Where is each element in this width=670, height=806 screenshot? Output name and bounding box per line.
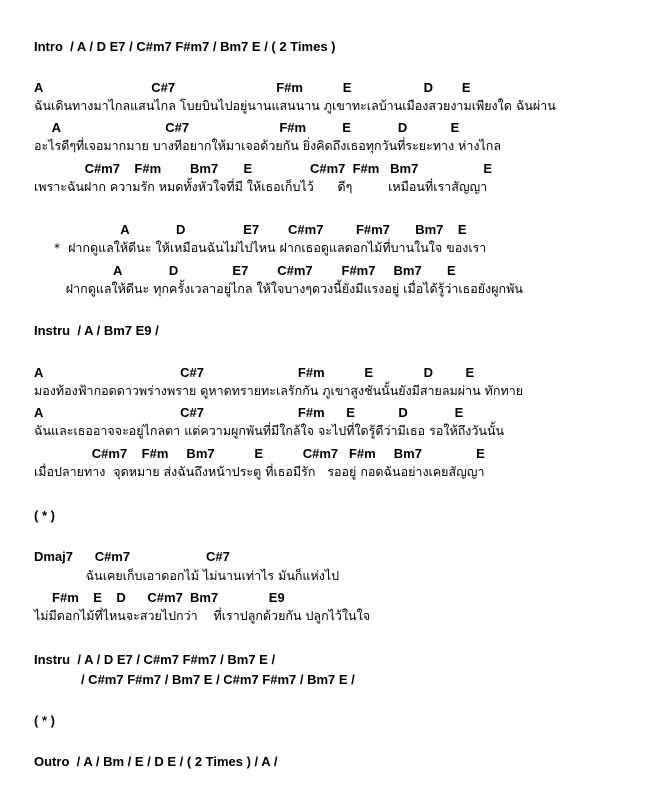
lyric-line-bridge-2: ไม่มีดอกไม้ที่ไหนจะสวยไปกว่า ที่เราปลูกด้วยกัน ปลูกไว้ในใจ: [34, 608, 371, 623]
chord-line-bridge-1: Dmaj7 C#m7 C#7: [34, 549, 230, 564]
chorus-repeat-mark-1: ( * ): [34, 508, 55, 523]
lyric-line-chorus-1: * ฝากดูแลให้ดีนะ ให้เหมือนฉันไม่ไปไหน ฝากเธอดูแลดอกไม้ที่บานในใจ ของเรา: [34, 240, 487, 255]
intro-line: Intro / A / D E7 / C#m7 F#m7 / Bm7 E / ( 2 Times ): [34, 39, 336, 54]
lyric-line-verse2-3: เมื่อปลายทาง จุดหมาย ส่งฉันถึงหน้าประตู ที่เธอมีรัก รออยู่ กอดฉันอย่างเคยสัญญา: [34, 464, 485, 479]
instru-line-2: Instru / A / D E7 / C#m7 F#m7 / Bm7 E /: [34, 652, 276, 667]
chord-line-verse1-3: C#m7 F#m Bm7 E C#m7 F#m Bm7 E: [34, 161, 493, 176]
lyric-line-bridge-1: ฉันเคยเก็บเอาดอกไม้ ไม่นานเท่าไร มันก็แห่งไป: [34, 568, 340, 583]
chord-line-chorus-1: A D E7 C#m7 F#m7 Bm7 E: [34, 222, 467, 237]
chord-line-verse1-2: A C#7 F#m E D E: [34, 120, 460, 135]
instru-line-1: Instru / A / Bm7 E9 /: [34, 323, 159, 338]
outro-line: Outro / A / Bm / E / D E / ( 2 Times ) / A /: [34, 754, 278, 769]
lyric-line-chorus-2: ฝากดูแลให้ดีนะ ทุกครั้งเวลาอยู่ไกล ให้ใจบางๆดวงนี้ยังมีแรงอยู่ เมื่อได้รู้ว่าเธอยังผูกพัน: [34, 281, 523, 296]
lyric-line-verse1-2: อะไรดีๆที่เจอมากมาย บางทีอยากให้มาเจอด้วยกัน ยิ่งคิดถึงเธอทุกวันที่ระยะทาง ห่างไกล: [34, 138, 502, 153]
lyric-line-verse1-1: ฉันเดินทางมาไกลแสนไกล โบยบินไปอยู่นานแสนนาน ภูเขาทะเลบ้านเมืองสวยงามเพียงใด ฉันผ่าน: [34, 98, 556, 113]
chord-line-verse2-3: C#m7 F#m Bm7 E C#m7 F#m Bm7 E: [34, 446, 485, 461]
chord-line-verse1-1: A C#7 F#m E D E: [34, 80, 471, 95]
chord-line-chorus-2: A D E7 C#m7 F#m7 Bm7 E: [34, 263, 456, 278]
lyric-line-verse2-2: ฉันและเธออาจจะอยู่ไกลตา แต่ความผูกพันที่มีใกล้ใจ จะไปที่ใดรู้ดีว่ามีเธอ รอให้ถึงวันนั้น: [34, 423, 505, 438]
instru-line-2-cont: / C#m7 F#m7 / Bm7 E / C#m7 F#m7 / Bm7 E /: [34, 672, 355, 687]
chord-line-verse2-1: A C#7 F#m E D E: [34, 365, 475, 380]
lyric-line-verse2-1: มองท้องฟ้ากอดดาวพร่างพราย ดูหาดทรายทะเลรักกัน ภูเขาสูงชันนั้นยังมีสายลมผ่าน ทักทาย: [34, 383, 524, 398]
chord-line-bridge-2: F#m E D C#m7 Bm7 E9: [34, 590, 285, 605]
chorus-repeat-mark-2: ( * ): [34, 713, 55, 728]
chord-line-verse2-2: A C#7 F#m E D E: [34, 405, 464, 420]
lyric-line-verse1-3: เพราะฉันฝาก ความรัก หมดทั้งหัวใจที่มี ให้เธอเก็บไว้ ดีๆ เหมือนที่เราสัญญา: [34, 179, 488, 194]
